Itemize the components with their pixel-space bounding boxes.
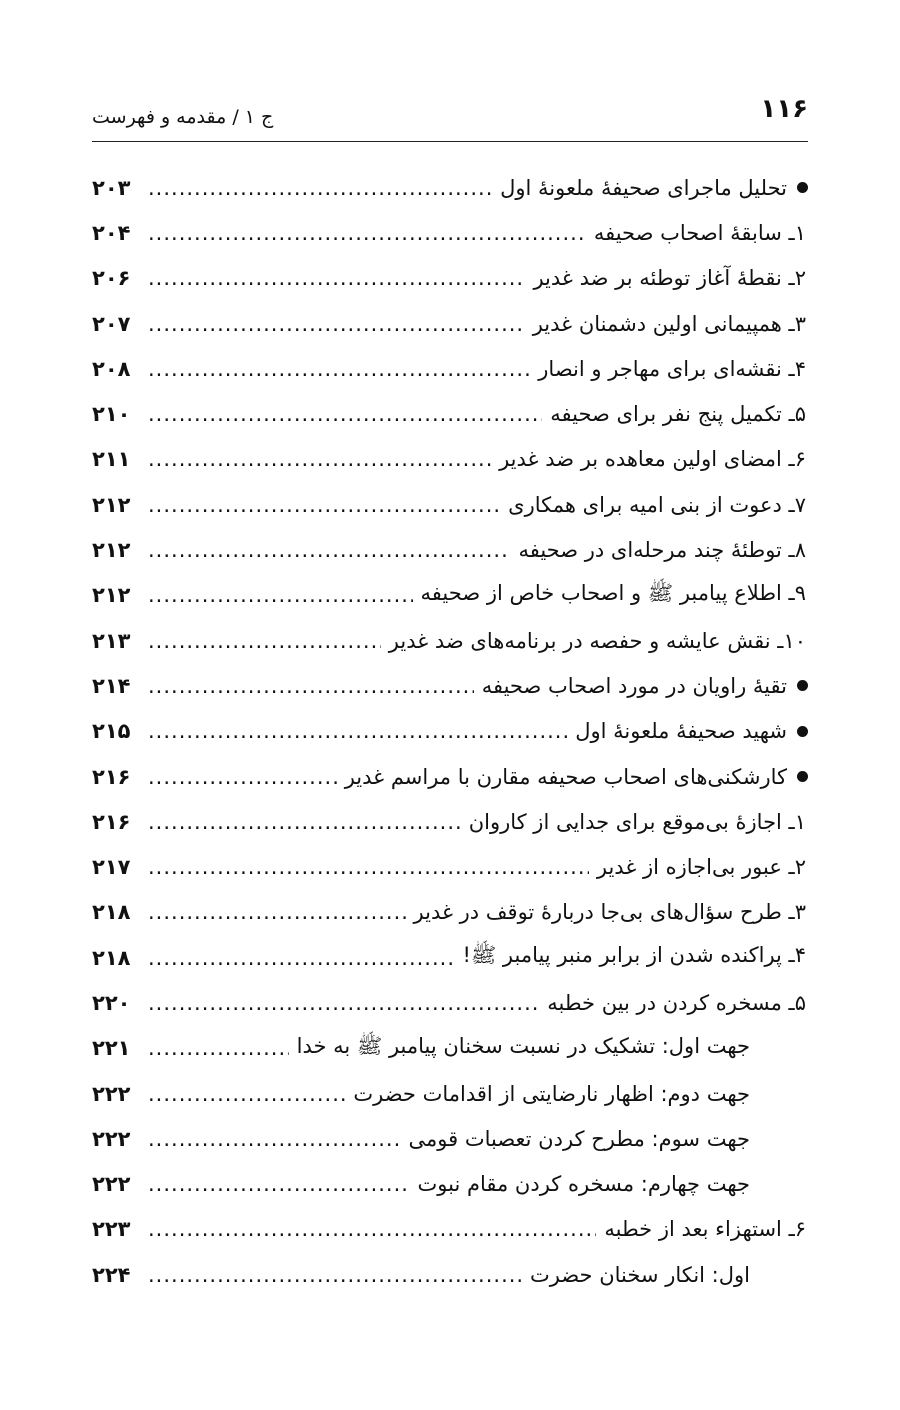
toc-entry-title: جهت چهارم: مسخره کردن مقام نبوت <box>417 1172 750 1197</box>
toc-entry-page-number: ۲۰۷ <box>92 311 131 336</box>
toc-entry <box>92 1252 808 1297</box>
toc-entry-title: تحلیل ماجرای صحیفهٔ ملعونهٔ اول <box>500 175 787 200</box>
toc-entry <box>92 527 808 572</box>
toc-entry-title: ۱۰ـ نقش عایشه و حفصه در برنامه‌های ضد غدیر <box>388 628 806 653</box>
toc-entry-page-number: ۲۱۵ <box>92 719 131 744</box>
toc-entry <box>92 391 808 436</box>
toc-entry <box>92 1071 808 1116</box>
toc-entry-page-number: ۲۱۷ <box>92 855 131 880</box>
toc-section-entry <box>92 754 808 799</box>
dot-leader <box>148 946 454 970</box>
dot-leader <box>148 493 500 517</box>
toc-entry-page-number: ۲۰۴ <box>92 220 131 245</box>
dot-leader <box>148 900 406 924</box>
toc-entry-page-number: ۲۱۲ <box>92 583 131 608</box>
toc-entry-title: ۴ـ پراکنده شدن از برابر منبر پیامبر ﷺ! <box>462 943 806 968</box>
toc-section-entry <box>92 709 808 754</box>
dot-leader <box>148 674 474 698</box>
toc-entry-page-number: ۲۱۲ <box>92 538 131 563</box>
toc-entry <box>92 799 808 844</box>
toc-entry <box>92 1162 808 1207</box>
toc-entry <box>92 256 808 301</box>
dot-leader <box>148 765 337 789</box>
toc-entry <box>92 1207 808 1252</box>
toc-entry-title: ۳ـ طرح سؤال‌های بی‌جا دربارهٔ توقف در غدیر <box>413 900 806 925</box>
dot-leader <box>148 1082 345 1106</box>
toc-entry-page-number: ۲۰۳ <box>92 175 131 200</box>
toc-entry-title: ۵ـ تکمیل پنج نفر برای صحیفه <box>550 402 806 427</box>
toc-entry-title: ۲ـ نقطهٔ آغاز توطئه بر ضد غدیر <box>533 266 806 291</box>
dot-leader <box>148 629 381 653</box>
toc-entry-page-number: ۲۲۴ <box>92 1262 131 1287</box>
header-rule <box>92 141 808 142</box>
toc-entry-page-number: ۲۲۰ <box>92 990 131 1015</box>
toc-entry-title: تقیهٔ راویان در مورد اصحاب صحیفه <box>481 673 787 698</box>
toc-entry <box>92 1116 808 1161</box>
dot-leader <box>148 1127 401 1151</box>
toc-entry-page-number: ۲۲۲ <box>92 1081 131 1106</box>
toc-entry-title: ۵ـ مسخره کردن در بین خطبه <box>547 990 806 1015</box>
dot-leader <box>148 447 491 471</box>
dot-leader <box>148 312 525 336</box>
toc-entry-title: ۲ـ عبور بی‌اجازه از غدیر <box>596 855 806 880</box>
dot-leader <box>148 357 530 381</box>
dot-leader <box>148 719 567 743</box>
toc-entry-title: ۷ـ دعوت از بنی امیه برای همکاری <box>508 492 806 517</box>
toc-entry <box>92 346 808 391</box>
toc-entry <box>92 618 808 663</box>
toc-entry-title: ۳ـ همپیمانی اولین دشمنان غدیر <box>532 311 806 336</box>
toc-entry-page-number: ۲۱۶ <box>92 764 131 789</box>
toc-entry-title: کارشکنی‌های اصحاب صحیفه مقارن با مراسم غدیر <box>344 764 787 789</box>
toc-entry-title: ۶ـ استهزاء بعد از خطبه <box>604 1217 806 1242</box>
toc-entry-page-number: ۲۱۴ <box>92 673 131 698</box>
toc-entry <box>92 890 808 935</box>
toc-entry-page-number: ۲۲۲ <box>92 1126 131 1151</box>
dot-leader <box>148 583 413 607</box>
toc-entry-title: ۸ـ توطئهٔ چند مرحله‌ای در صحیفه <box>518 538 806 563</box>
toc-entry-page-number: ۲۲۱ <box>92 1036 131 1061</box>
dot-leader <box>148 991 539 1015</box>
dot-leader <box>148 1036 289 1060</box>
toc-entry-page-number: ۲۲۲ <box>92 1172 131 1197</box>
toc-entry-title: جهت اول: تشکیک در نسبت سخنان پیامبر ﷺ به خدا <box>296 1033 750 1058</box>
toc-entry-title: ۶ـ امضای اولین معاهده بر ضد غدیر <box>499 447 806 472</box>
toc-entry <box>92 935 808 980</box>
dot-leader <box>148 221 586 245</box>
dot-leader <box>148 810 461 834</box>
page-header <box>92 92 808 142</box>
toc-entry-title: جهت سوم: مطرح کردن تعصبات قومی <box>408 1126 750 1151</box>
bullet-icon <box>797 680 808 691</box>
toc-entry-page-number: ۲۱۳ <box>92 628 131 653</box>
toc-entry-title: جهت دوم: اظهار نارضایتی از اقدامات حضرت <box>353 1081 750 1106</box>
dot-leader <box>148 266 525 290</box>
table-of-contents <box>92 165 808 1297</box>
bullet-icon <box>797 771 808 782</box>
toc-entry-page-number: ۲۱۲ <box>92 492 131 517</box>
toc-entry-page-number: ۲۱۶ <box>92 809 131 834</box>
toc-entry <box>92 210 808 255</box>
dot-leader <box>148 538 510 562</box>
toc-entry-page-number: ۲۱۸ <box>92 900 131 925</box>
toc-entry-title: ۹ـ اطلاع پیامبر ﷺ و اصحاب خاص از صحیفه <box>420 580 806 605</box>
toc-entry-page-number: ۲۱۱ <box>92 447 131 472</box>
toc-entry <box>92 301 808 346</box>
dot-leader <box>148 1217 596 1241</box>
toc-entry-page-number: ۲۰۶ <box>92 266 131 291</box>
dot-leader <box>148 402 542 426</box>
toc-section-entry <box>92 663 808 708</box>
toc-entry-page-number: ۲۲۳ <box>92 1217 131 1242</box>
toc-entry-title: ۴ـ نقشه‌ای برای مهاجر و انصار <box>538 356 806 381</box>
toc-entry-page-number: ۲۰۸ <box>92 356 131 381</box>
running-head: ج ۱ / مقدمه و فهرست <box>92 106 274 128</box>
toc-entry-title: ۱ـ سابقهٔ اصحاب صحیفه <box>593 220 806 245</box>
toc-entry-page-number: ۲۱۰ <box>92 402 131 427</box>
toc-section-entry <box>92 165 808 210</box>
page-number: ۱۱۶ <box>760 94 808 124</box>
dot-leader <box>148 176 492 200</box>
toc-entry <box>92 844 808 889</box>
toc-entry-title: ۱ـ اجازهٔ بی‌موقع برای جدایی از کاروان <box>468 809 806 834</box>
toc-entry-page-number: ۲۱۸ <box>92 945 131 970</box>
toc-entry <box>92 437 808 482</box>
toc-entry-title: اول: انکار سخنان حضرت <box>529 1262 750 1287</box>
toc-entry <box>92 573 808 618</box>
toc-entry <box>92 980 808 1025</box>
toc-entry <box>92 1026 808 1071</box>
toc-entry <box>92 482 808 527</box>
dot-leader <box>148 1263 522 1287</box>
dot-leader <box>148 855 589 879</box>
dot-leader <box>148 1172 410 1196</box>
bullet-icon <box>797 182 808 193</box>
toc-entry-title: شهید صحیفهٔ ملعونهٔ اول <box>575 719 787 744</box>
bullet-icon <box>797 726 808 737</box>
